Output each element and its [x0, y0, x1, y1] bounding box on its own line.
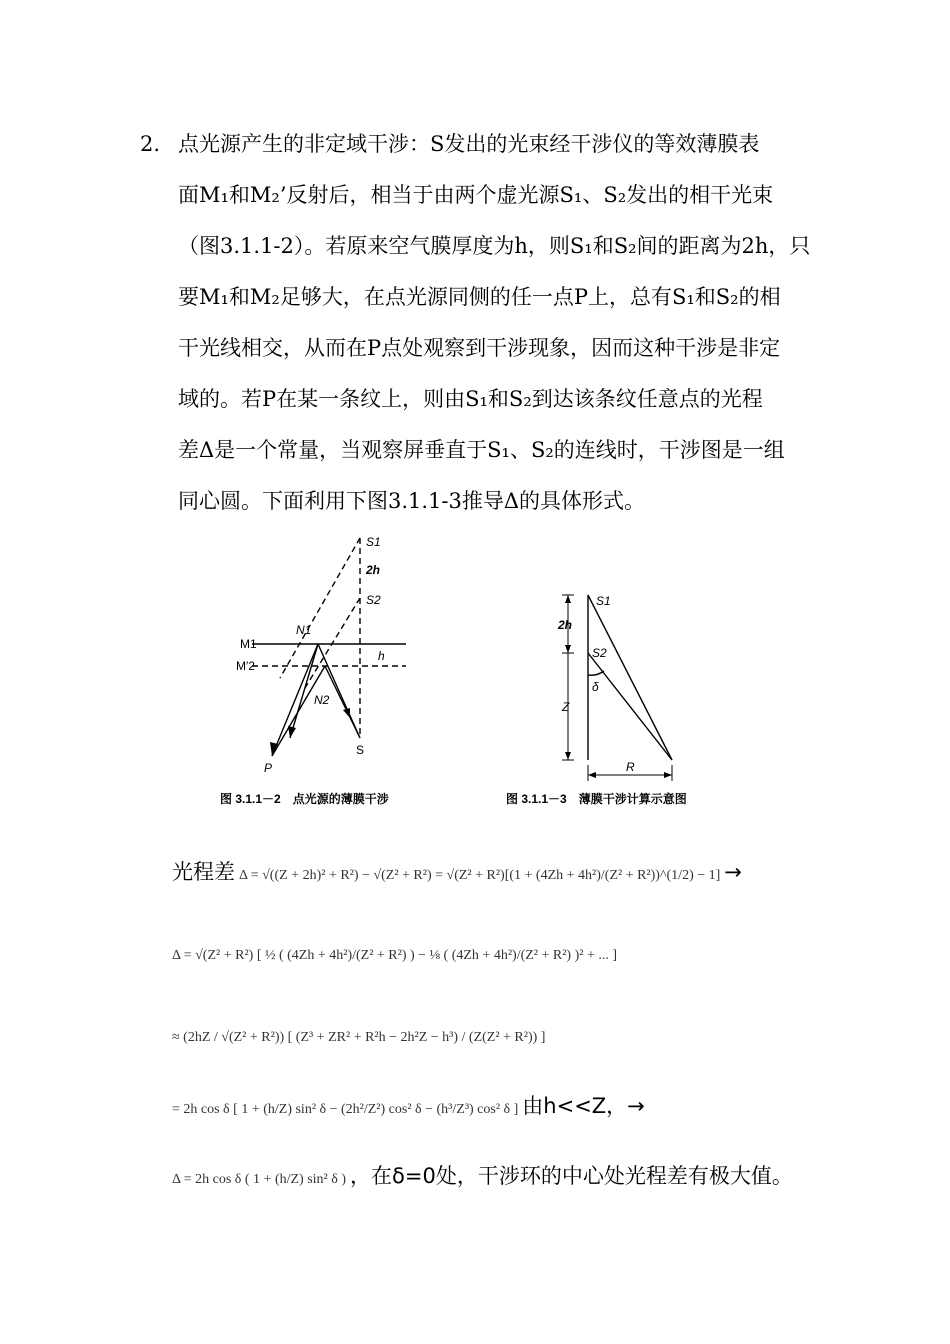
- arrow-head: [565, 645, 571, 653]
- label-p: P: [264, 761, 273, 775]
- ray-n1-reflect: [290, 644, 318, 738]
- eq5-suffix: ，在δ=0处，干涉环的中心处光程差有极大值。: [350, 1164, 793, 1188]
- label-s2: S2: [592, 646, 607, 660]
- label-delta: δ: [592, 680, 599, 694]
- ray-from-s2: [588, 653, 672, 760]
- figure-calculation-diagram: [500, 585, 740, 810]
- arrow-head: [343, 708, 350, 718]
- text-line: 差Δ是一个常量，当观察屏垂直于S₁、S₂的连线时，干涉图是一组: [178, 438, 785, 462]
- eq4-math: = 2h cos δ [ 1 + (h/Z) sin² δ − (2h²/Z²) cos² δ − (h³/Z³) cos² δ ]: [172, 1102, 519, 1117]
- ray-from-s1: [588, 595, 672, 760]
- arrow-head: [288, 726, 296, 738]
- label-h: h: [378, 649, 385, 663]
- ray-n1-to-p: [272, 644, 318, 756]
- equation-4: [172, 1090, 645, 1120]
- label-s2: S2: [366, 593, 381, 607]
- arrow-head: [565, 595, 571, 603]
- eq5-math: Δ = 2h cos δ ( 1 + (h/Z) sin² δ ): [172, 1172, 347, 1187]
- arrow-head: [588, 772, 596, 778]
- eq1-math: Δ = √((Z + 2h)² + R²) − √(Z² + R²) = √(Z² + R²)[(1 + (4Zh + 4h²)/(Z² + R²))^(1/2) − 1]: [239, 868, 721, 883]
- label-m1: M1: [240, 637, 257, 651]
- text-line: 要M₁和M₂足够大，在点光源同侧的任一点P上，总有S₁和S₂的相: [178, 285, 781, 309]
- label-m2-prime: M′2: [236, 659, 255, 673]
- label-2h: 2h: [366, 563, 381, 577]
- eq4-suffix: 由h<<Z，→: [522, 1094, 645, 1118]
- figure-point-source-interference: [210, 528, 450, 818]
- figure1-caption: 图 3.1.1－2 点光源的薄膜干涉: [220, 792, 389, 806]
- label-s1: S1: [596, 594, 611, 608]
- label-r: R: [626, 760, 635, 774]
- label-2h: 2h: [558, 618, 573, 632]
- label-s1: S1: [366, 535, 381, 549]
- label-n1: N1: [296, 623, 312, 637]
- equation-1: [172, 856, 742, 886]
- arrow-icon: →: [724, 860, 742, 884]
- label-n2: N2: [314, 693, 330, 707]
- label-z: Z: [562, 700, 570, 714]
- ray-n2-to-p: [272, 666, 325, 756]
- label-s: S: [356, 743, 365, 757]
- equation-5: [172, 1160, 793, 1190]
- text-line: 面M₁和M₂’反射后，相当于由两个虚光源S₁、S₂发出的相干光束: [178, 183, 774, 207]
- figure2-caption: 图 3.1.1－3 薄膜干涉计算示意图: [506, 792, 687, 806]
- arrow-head: [565, 752, 571, 760]
- text-line: 域的。若P在某一条纹上，则由S₁和S₂到达该条纹任意点的光程: [178, 387, 763, 411]
- ray-s-to-n2: [325, 666, 360, 738]
- arrow-head: [664, 772, 672, 778]
- eq1-prefix: 光程差: [172, 860, 235, 884]
- dashed-ray-s2: [305, 598, 360, 688]
- text-line: 点光源产生的非定域干涉：S发出的光束经干涉仪的等效薄膜表: [178, 132, 760, 156]
- item-number: 2.: [140, 132, 161, 156]
- equation-3: ≈ (2hZ / √(Z² + R²)) [ (Z³ + ZR² + R²h − 2h²Z − h³) / (Z(Z² + R²)) ]: [172, 1030, 546, 1045]
- text-line: 同心圆。下面利用下图3.1.1-3推导Δ的具体形式。: [178, 489, 646, 513]
- text-line: （图3.1.1-2）。若原来空气膜厚度为h，则S₁和S₂间的距离为2h，只: [178, 234, 811, 258]
- angle-arc: [588, 671, 604, 675]
- text-line: 干光线相交，从而在P点处观察到干涉现象，因而这种干涉是非定: [178, 336, 781, 360]
- dashed-ray-s1: [280, 538, 360, 678]
- equation-2: Δ = √(Z² + R²) [ ½ ( (4Zh + 4h²)/(Z² + R²) ) − ⅛ ( (4Zh + 4h²)/(Z² + R²) )² + ... ]: [172, 948, 617, 963]
